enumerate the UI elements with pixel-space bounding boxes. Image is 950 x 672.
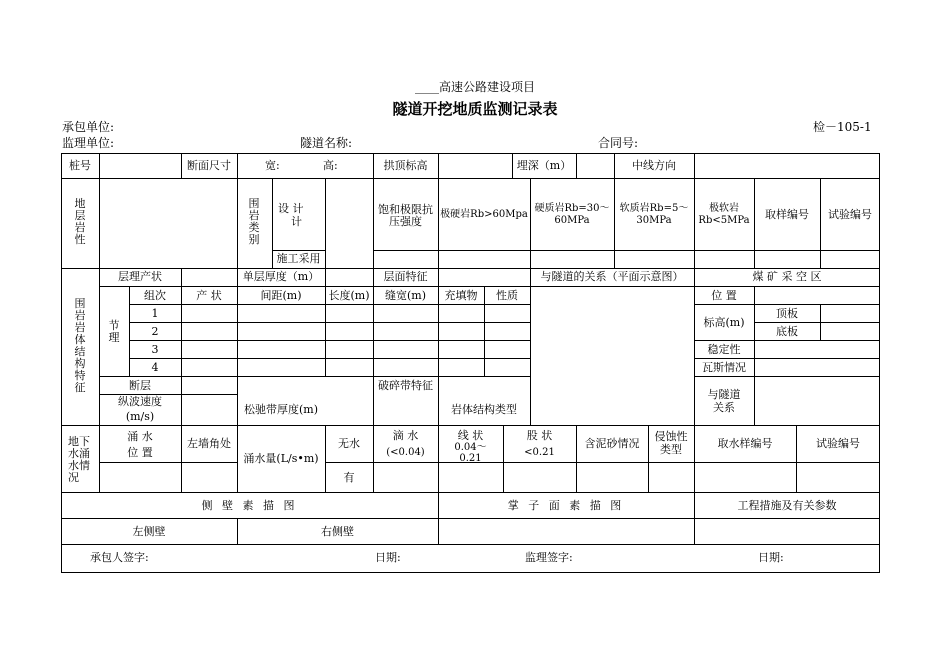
spacing-label: 间距(m): [260, 289, 302, 302]
wave-speed-b: (m/s): [125, 410, 155, 423]
very-hard-rock: 极硬岩Rb>60Mpa: [440, 209, 528, 220]
linear-label: 线 状: [457, 429, 484, 442]
joint-row-1: 1: [151, 307, 159, 320]
side-wall-sketch-label: 侧 壁 素 描 图: [201, 499, 298, 512]
right-wall-sketch-label: 右侧壁: [321, 525, 354, 538]
has-water-label: 有: [343, 471, 355, 484]
loose-zone-label: 松驰带厚度(m): [243, 403, 318, 416]
hard-rock-b: 60MPa: [554, 215, 590, 226]
tunnel-name-label: 隧道名称:: [300, 136, 353, 150]
linear-value-a: 0.04～: [454, 442, 487, 453]
station-label: 桩号: [69, 159, 91, 172]
test-no-label: 试验编号: [828, 208, 872, 221]
sample-no-label: 取样编号: [765, 208, 809, 221]
strand-label: 股 状: [526, 429, 553, 442]
strength-label-b: 压强度: [389, 215, 422, 228]
fault-label: 断层: [129, 379, 151, 392]
supervisor-label: 监理单位:: [62, 136, 115, 150]
rock-class-label: 围岩类别: [248, 197, 260, 246]
joint-label: 节理: [108, 319, 120, 344]
project-subtitle: ____高速公路建设项目: [414, 80, 535, 94]
nature-label: 性质: [496, 289, 518, 302]
gas-label: 瓦斯情况: [702, 361, 746, 374]
roof-label: 顶板: [776, 307, 798, 320]
face-sketch-label: 掌 子 面 素 描 图: [507, 499, 625, 512]
group-no-label: 组次: [144, 289, 166, 302]
very-soft-rock-a: 极软岩: [709, 203, 739, 214]
corrosion-b: 类型: [660, 443, 682, 456]
no-water-label: 无水: [338, 437, 360, 450]
position-label: 位 置: [711, 289, 737, 302]
strength-label-a: 饱和极限抗: [378, 203, 433, 216]
joint-row-4: 4: [151, 361, 159, 374]
joint-row-3: 3: [151, 343, 159, 356]
relation-b: 关系: [713, 401, 735, 414]
attitude-label: 产 状: [196, 289, 222, 302]
bedding-feature-label: 层面特征: [383, 270, 428, 283]
wave-speed-a: 纵波速度: [118, 395, 162, 408]
stratum-label: 地层岩性: [74, 197, 86, 246]
design-label: 设 计: [278, 202, 304, 215]
tunnel-relation-label: 与隧道的关系（平面示意图）: [540, 270, 684, 283]
elevation-label: 标高(m): [703, 316, 745, 329]
construction-label: 施工采用: [276, 252, 321, 265]
supervisor-date-label: 日期:: [758, 551, 784, 564]
drip-label: 滴 水: [392, 429, 419, 442]
measures-label: 工程措施及有关参数: [737, 499, 837, 512]
stability-label: 稳定性: [707, 343, 741, 356]
strand-value: <0.21: [524, 447, 555, 458]
water-position-a: 涌 水: [127, 430, 153, 443]
inflow-label: 涌水量(L/s•m): [243, 452, 319, 465]
structure-group-label: 围岩岩体结构特征: [74, 297, 86, 394]
height-label: 高:: [323, 159, 338, 172]
layer-thickness-label: 单层厚度（m）: [242, 270, 320, 283]
design-label-b: 计: [291, 215, 302, 228]
left-wall-label: 左墙角处: [187, 437, 231, 450]
supervisor-signature-label: 监理签字:: [525, 551, 573, 564]
water-position-b: 位 置: [127, 446, 153, 459]
form-code: 检－105-1: [813, 120, 872, 134]
groundwater-label: 地下水涌水情况: [68, 435, 90, 484]
drip-value: (<0.04): [386, 447, 425, 458]
contractor-date-label: 日期:: [375, 551, 401, 564]
contractor-signature-label: 承包人签字:: [90, 551, 149, 564]
fracture-label: 破碎带特征: [378, 379, 433, 392]
mud-sand-label: 含泥砂情况: [584, 437, 640, 450]
linear-value-b: 0.21: [459, 453, 482, 464]
contractor-label: 承包单位:: [62, 120, 115, 134]
filling-label: 充填物: [444, 289, 478, 302]
crown-elevation-label: 拱顶标高: [383, 159, 428, 172]
depth-label: 埋深（m）: [516, 159, 572, 172]
hard-rock-a: 硬质岩Rb=30～: [534, 203, 610, 214]
form-title: 隧道开挖地质监测记录表: [392, 100, 558, 118]
contract-no-label: 合同号:: [598, 136, 639, 150]
rock-structure-label: 岩体结构类型: [451, 403, 517, 416]
joint-row-2: 2: [151, 325, 159, 338]
water-test-no-label: 试验编号: [816, 437, 860, 450]
length-label: 长度(m): [328, 289, 370, 302]
very-soft-rock-b: Rb<5MPa: [698, 215, 750, 226]
corrosion-a: 侵蚀性: [654, 430, 688, 443]
soft-rock-a: 软质岩Rb=5～: [619, 203, 689, 214]
floor-label: 底板: [776, 325, 798, 338]
relation-a: 与隧道: [707, 388, 741, 401]
coal-mine-label: 煤 矿 采 空 区: [752, 270, 822, 283]
bedding-label: 层理产状: [118, 270, 162, 283]
centerline-label: 中线方向: [632, 159, 676, 172]
water-sample-label: 取水样编号: [717, 437, 773, 450]
soft-rock-b: 30MPa: [636, 215, 672, 226]
width-label: 宽:: [265, 159, 280, 172]
section-size-label: 断面尺寸: [187, 159, 231, 172]
aperture-label: 缝宽(m): [384, 289, 426, 302]
left-wall-sketch-label: 左侧壁: [132, 525, 166, 538]
